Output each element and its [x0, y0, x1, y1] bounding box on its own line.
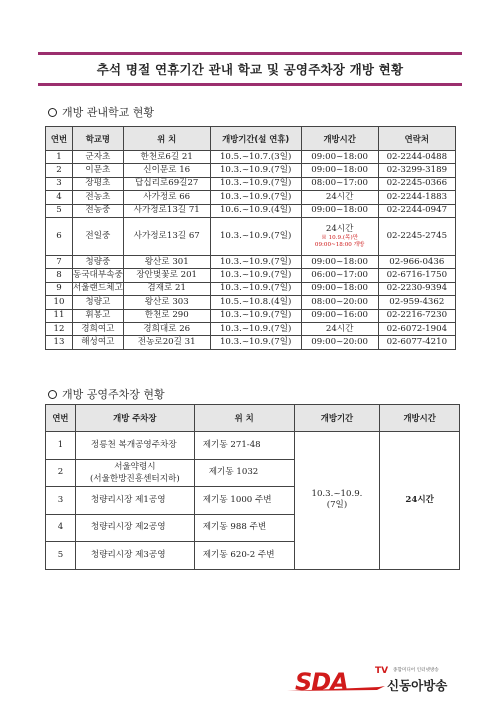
cell-school: 청량중 — [72, 255, 123, 268]
table-row — [46, 177, 456, 190]
col-header-hours: 개방시간 — [301, 127, 378, 151]
cell-hours: 09:00~16:00 — [301, 309, 378, 322]
cell-period: 10.5.~10.7.(3일) — [210, 151, 301, 164]
cell-location: 사가정로13길 71 — [123, 204, 210, 217]
cell-hours: 08:00~17:00 — [301, 177, 378, 190]
cell-location: 경희대로 26 — [123, 322, 210, 335]
document-title-bar — [38, 52, 462, 86]
cell-school: 전농중 — [72, 204, 123, 217]
cell-parking-lot: 정릉천 복개공영주차장 — [75, 432, 194, 460]
col-header-school: 학교명 — [72, 127, 123, 151]
schools-heading-text: 개방 관내학교 현황 — [62, 106, 155, 119]
cell-no: 13 — [46, 336, 73, 349]
cell-location: 사가정로13길 67 — [123, 217, 210, 255]
cell-school: 해성여고 — [72, 336, 123, 349]
cell-location: 제기동 271-48 — [194, 432, 294, 460]
cell-location: 장안벚꽃로 201 — [123, 269, 210, 282]
cell-no: 9 — [46, 282, 73, 295]
cell-no: 8 — [46, 269, 73, 282]
table-row — [46, 322, 456, 335]
cell-no: 10 — [46, 296, 73, 309]
cell-contact: 02-2244-0488 — [378, 151, 455, 164]
cell-no: 2 — [46, 459, 76, 487]
cell-parking-lot — [75, 459, 194, 487]
table-row — [46, 269, 456, 282]
cell-location: 겸재로 21 — [123, 282, 210, 295]
parking-section-heading — [48, 386, 165, 402]
cell-hours: 09:00~18:00 — [301, 164, 378, 177]
cell-period: 10.6.~10.9.(4일) — [210, 204, 301, 217]
col-header-no: 연번 — [46, 405, 76, 432]
parking-table — [45, 404, 460, 570]
cell-period: 10.3.~10.9.(7일) — [210, 336, 301, 349]
hours-note-line1: ※ 10.9.(목)만 — [321, 234, 359, 241]
cell-school: 전일중 — [72, 217, 123, 255]
cell-hours: 09:00~18:00 — [301, 255, 378, 268]
table-row — [46, 255, 456, 268]
cell-contact: 02-966-0436 — [378, 255, 455, 268]
circle-bullet-icon — [48, 390, 57, 399]
cell-location: 한천로6길 21 — [123, 151, 210, 164]
cell-location: 제기동 988 주변 — [194, 514, 294, 542]
col-header-contact: 연락처 — [378, 127, 455, 151]
cell-contact: 02-6072-1904 — [378, 322, 455, 335]
cell-no: 5 — [46, 542, 76, 570]
cell-contact: 02-2244-1883 — [378, 191, 455, 204]
logo-tv: TV — [375, 666, 389, 676]
cell-contact: 02-2230-9394 — [378, 282, 455, 295]
cell-period: 10.3.~10.9.(7일) — [210, 164, 301, 177]
sda-tv-logo — [287, 660, 462, 700]
cell-school: 이문초 — [72, 164, 123, 177]
cell-contact: 02-2216-7230 — [378, 309, 455, 322]
parking-lot-subname: (서울한방진흥센터지하) — [89, 473, 180, 484]
cell-contact: 02-6077-4210 — [378, 336, 455, 349]
cell-location: 왕산로 301 — [123, 255, 210, 268]
cell-no: 5 — [46, 204, 73, 217]
cell-hours: 09:00~18:00 — [301, 282, 378, 295]
col-header-location: 위 치 — [194, 405, 294, 432]
cell-school: 휘봉고 — [72, 309, 123, 322]
cell-school: 장평초 — [72, 177, 123, 190]
cell-hours: 06:00~17:00 — [301, 269, 378, 282]
table-row — [46, 204, 456, 217]
table-row — [46, 191, 456, 204]
cell-period: 10.3.~10.9.(7일) — [210, 191, 301, 204]
table-row — [46, 336, 456, 349]
cell-parking-lot: 청량리시장 제1공영 — [75, 487, 194, 515]
cell-school: 서울랜드체고 — [72, 282, 123, 295]
logo-subtitle: 종합미디어 인터넷방송 — [393, 668, 439, 673]
cell-no: 6 — [46, 217, 73, 255]
cell-school: 동국대부속중 — [72, 269, 123, 282]
hours-note-line2: 09:00~18:00 개방 — [314, 241, 365, 248]
cell-period: 10.3.~10.9.(7일) — [210, 282, 301, 295]
table-row — [46, 217, 456, 255]
cell-parking-lot: 청량리시장 제3공영 — [75, 542, 194, 570]
cell-school: 청량고 — [72, 296, 123, 309]
hours-value: 24시간 — [325, 223, 354, 234]
cell-period: 10.3.~10.9.(7일) — [210, 217, 301, 255]
cell-contact: 02-3299-3189 — [378, 164, 455, 177]
cell-location: 제기동 1000 주변 — [194, 487, 294, 515]
cell-no: 7 — [46, 255, 73, 268]
cell-no: 1 — [46, 432, 76, 460]
col-header-parking-lot: 개방 주차장 — [75, 405, 194, 432]
document-title: 추석 명절 연휴기간 관내 학교 및 공영주차장 개방 현황 — [96, 62, 404, 77]
table-row — [46, 151, 456, 164]
cell-period: 10.3.~10.9.(7일) — [210, 322, 301, 335]
cell-period: 10.3.~10.9.(7일) — [210, 309, 301, 322]
cell-hours: 09:00~18:00 — [301, 204, 378, 217]
cell-period — [294, 432, 380, 570]
cell-no: 2 — [46, 164, 73, 177]
table-row — [46, 309, 456, 322]
cell-hours: 09:00~20:00 — [301, 336, 378, 349]
cell-no: 4 — [46, 514, 76, 542]
cell-school: 경희여고 — [72, 322, 123, 335]
cell-hours — [301, 217, 378, 255]
cell-contact: 02-959-4362 — [378, 296, 455, 309]
cell-location: 제기동 620-2 주변 — [194, 542, 294, 570]
cell-period: 10.3.~10.9.(7일) — [210, 269, 301, 282]
col-header-location: 위 치 — [123, 127, 210, 151]
col-header-no: 연번 — [46, 127, 73, 151]
col-header-period: 개방기간(설 연휴) — [210, 127, 301, 151]
period-days: (7일) — [326, 500, 348, 511]
cell-hours: 09:00~18:00 — [301, 151, 378, 164]
cell-contact: 02-2244-0947 — [378, 204, 455, 217]
cell-no: 1 — [46, 151, 73, 164]
cell-no: 12 — [46, 322, 73, 335]
cell-location: 한천로 290 — [123, 309, 210, 322]
cell-period: 10.5.~10.8.(4일) — [210, 296, 301, 309]
cell-location: 사가정로 66 — [123, 191, 210, 204]
parking-header-row — [46, 405, 460, 432]
table-row — [46, 164, 456, 177]
cell-contact: 02-2245-0366 — [378, 177, 455, 190]
col-header-hours: 개방시간 — [380, 405, 460, 432]
cell-parking-lot: 청량리시장 제2공영 — [75, 514, 194, 542]
circle-bullet-icon — [48, 108, 57, 117]
parking-heading-text: 개방 공영주차장 현황 — [62, 388, 165, 401]
cell-contact: 02-2245-2745 — [378, 217, 455, 255]
cell-no: 3 — [46, 487, 76, 515]
cell-location: 신이문로 16 — [123, 164, 210, 177]
cell-hours: 24시간 — [380, 432, 460, 570]
cell-school: 군자초 — [72, 151, 123, 164]
cell-location: 왕산로 303 — [123, 296, 210, 309]
cell-period: 10.3.~10.9.(7일) — [210, 177, 301, 190]
schools-table — [45, 126, 456, 350]
cell-no: 11 — [46, 309, 73, 322]
schools-section-heading — [48, 104, 154, 120]
cell-location: 전농로20길 31 — [123, 336, 210, 349]
table-row — [46, 296, 456, 309]
cell-no: 4 — [46, 191, 73, 204]
table-row — [46, 432, 460, 460]
cell-hours: 24시간 — [301, 191, 378, 204]
logo-name: 신동아방송 — [387, 678, 448, 693]
cell-period: 10.3.~10.9.(7일) — [210, 255, 301, 268]
col-header-period: 개방기간 — [294, 405, 380, 432]
cell-location: 답십리로69길27 — [123, 177, 210, 190]
cell-contact: 02-6716-1750 — [378, 269, 455, 282]
cell-location: 제기동 1032 — [194, 459, 294, 487]
schools-header-row — [46, 127, 456, 151]
cell-hours: 08:00~20:00 — [301, 296, 378, 309]
cell-hours: 24시간 — [301, 322, 378, 335]
logo-mark: SDA — [295, 668, 348, 696]
period-dates: 10.3.~10.9. — [311, 489, 363, 500]
parking-lot-name: 서울약령시 — [114, 461, 156, 472]
table-row — [46, 282, 456, 295]
cell-school: 전농초 — [72, 191, 123, 204]
cell-no: 3 — [46, 177, 73, 190]
